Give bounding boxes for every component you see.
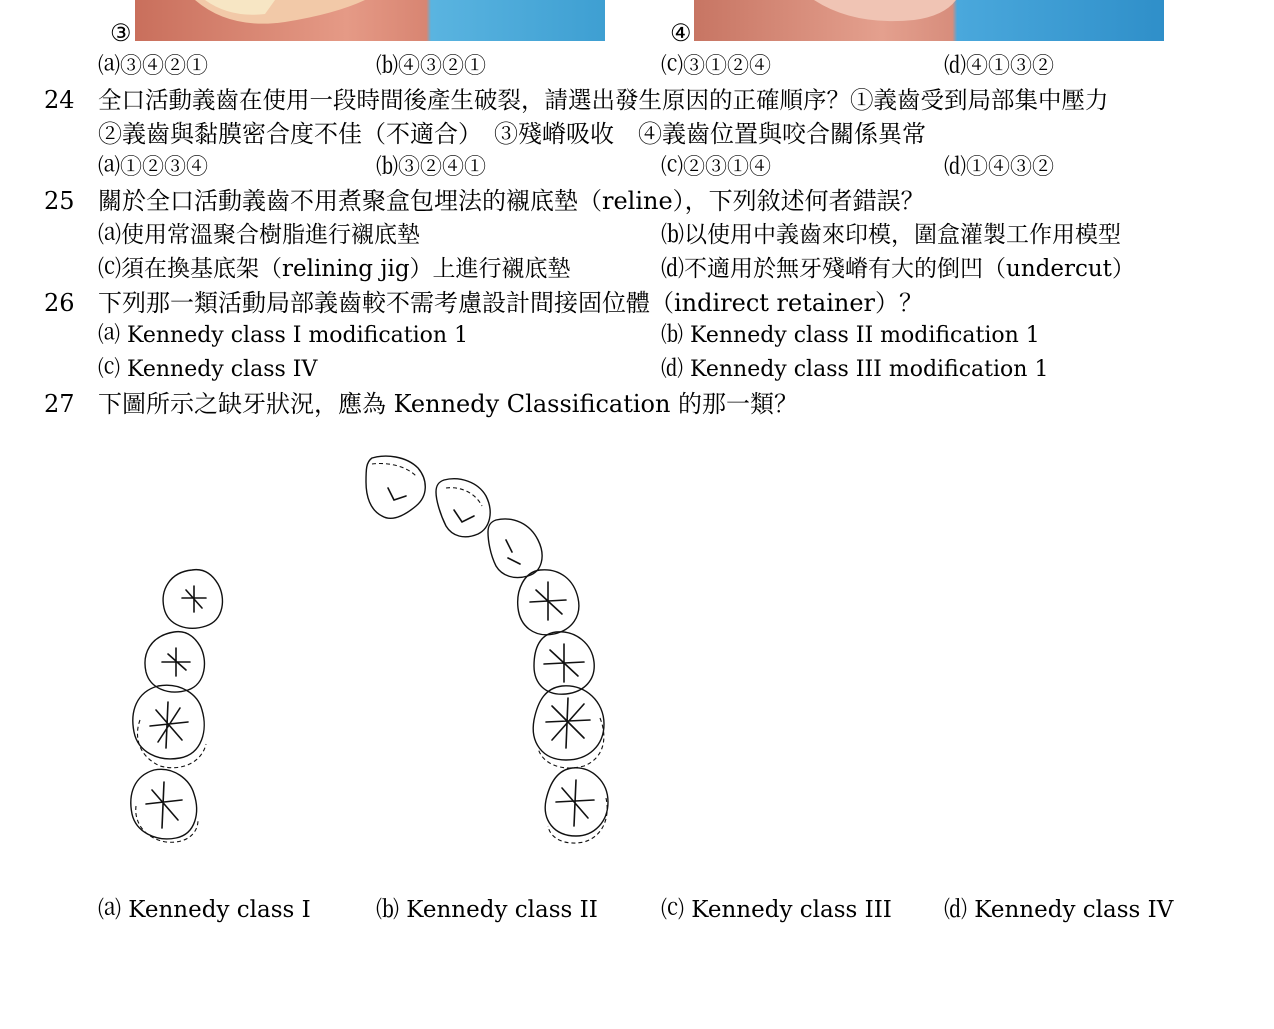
left-premolar-2 bbox=[145, 632, 204, 692]
q27-option-d: ⒟ Kennedy class IV bbox=[944, 897, 1174, 923]
left-premolar-1 bbox=[163, 570, 222, 629]
right-premolar-1 bbox=[518, 570, 579, 635]
q25-option-d: ⒟不適用於無牙殘嵴有大的倒凹（undercut） bbox=[661, 256, 1135, 282]
photo-3 bbox=[135, 0, 605, 41]
q24-text-line1: 全口活動義齒在使用一段時間後產生破裂，請選出發生原因的正確順序？①義齒受到局部集中壓力 bbox=[98, 86, 1109, 114]
photo-4-image bbox=[694, 0, 1164, 41]
q24-text-line2: ②義齒與黏膜密合度不佳（不適合） ③殘嵴吸收 ④義齒位置與咬合關係異常 bbox=[98, 120, 926, 148]
q26-number: 26 bbox=[44, 289, 75, 317]
q27-number: 27 bbox=[44, 390, 75, 418]
q25-option-b: ⒝以使用中義齒來印模，圍盒灌製工作用模型 bbox=[661, 222, 1121, 248]
q23-option-a: ⒜③④②① bbox=[98, 54, 209, 79]
q26-option-b: ⒝ Kennedy class II modification 1 bbox=[661, 323, 1040, 348]
right-molar-2 bbox=[545, 768, 608, 843]
q23-option-d: ⒟④①③② bbox=[944, 54, 1055, 79]
right-molar-1 bbox=[533, 686, 604, 768]
q25-text: 關於全口活動義齒不用煮聚盒包埋法的襯底墊（reline），下列敘述何者錯誤？ bbox=[98, 187, 925, 215]
q25-option-a: ⒜使用常溫聚合樹脂進行襯底墊 bbox=[98, 222, 420, 248]
q27-text: 下圖所示之缺牙狀況，應為 Kennedy Classification 的那一類？ bbox=[98, 390, 799, 418]
incisor-lateral bbox=[436, 479, 490, 537]
left-molar-1 bbox=[133, 685, 206, 768]
q23-option-c: ⒞③①②④ bbox=[661, 54, 772, 79]
q24-option-b: ⒝③②④① bbox=[376, 155, 487, 180]
canine bbox=[488, 519, 542, 578]
q26-option-a: ⒜ Kennedy class I modification 1 bbox=[98, 323, 469, 348]
q27-option-b: ⒝ Kennedy class II bbox=[376, 897, 598, 923]
q26-option-c: ⒞ Kennedy class IV bbox=[98, 357, 318, 382]
incisor-central bbox=[366, 456, 425, 518]
photo-3-image bbox=[135, 0, 605, 41]
q26-text: 下列那一類活動局部義齒較不需考慮設計間接固位體（indirect retainer）？ bbox=[98, 289, 923, 317]
q24-number: 24 bbox=[44, 86, 75, 114]
right-premolar-2 bbox=[534, 632, 594, 694]
left-molar-2 bbox=[131, 769, 198, 842]
q23-option-b: ⒝④③②① bbox=[376, 54, 487, 79]
q25-number: 25 bbox=[44, 187, 75, 215]
photo-3-label: ③ bbox=[110, 19, 132, 47]
photo-4 bbox=[694, 0, 1164, 41]
q25-option-c: ⒞須在換基底架（relining jig）上進行襯底墊 bbox=[98, 256, 571, 282]
q27-option-c: ⒞ Kennedy class III bbox=[661, 897, 892, 923]
q27-option-a: ⒜ Kennedy class I bbox=[98, 897, 311, 923]
q26-option-d: ⒟ Kennedy class III modification 1 bbox=[661, 357, 1049, 382]
dental-arch-diagram bbox=[110, 440, 630, 860]
q24-option-d: ⒟①④③② bbox=[944, 155, 1055, 180]
q24-option-a: ⒜①②③④ bbox=[98, 155, 209, 180]
photo-4-label: ④ bbox=[670, 19, 692, 47]
q24-option-c: ⒞②③①④ bbox=[661, 155, 772, 180]
